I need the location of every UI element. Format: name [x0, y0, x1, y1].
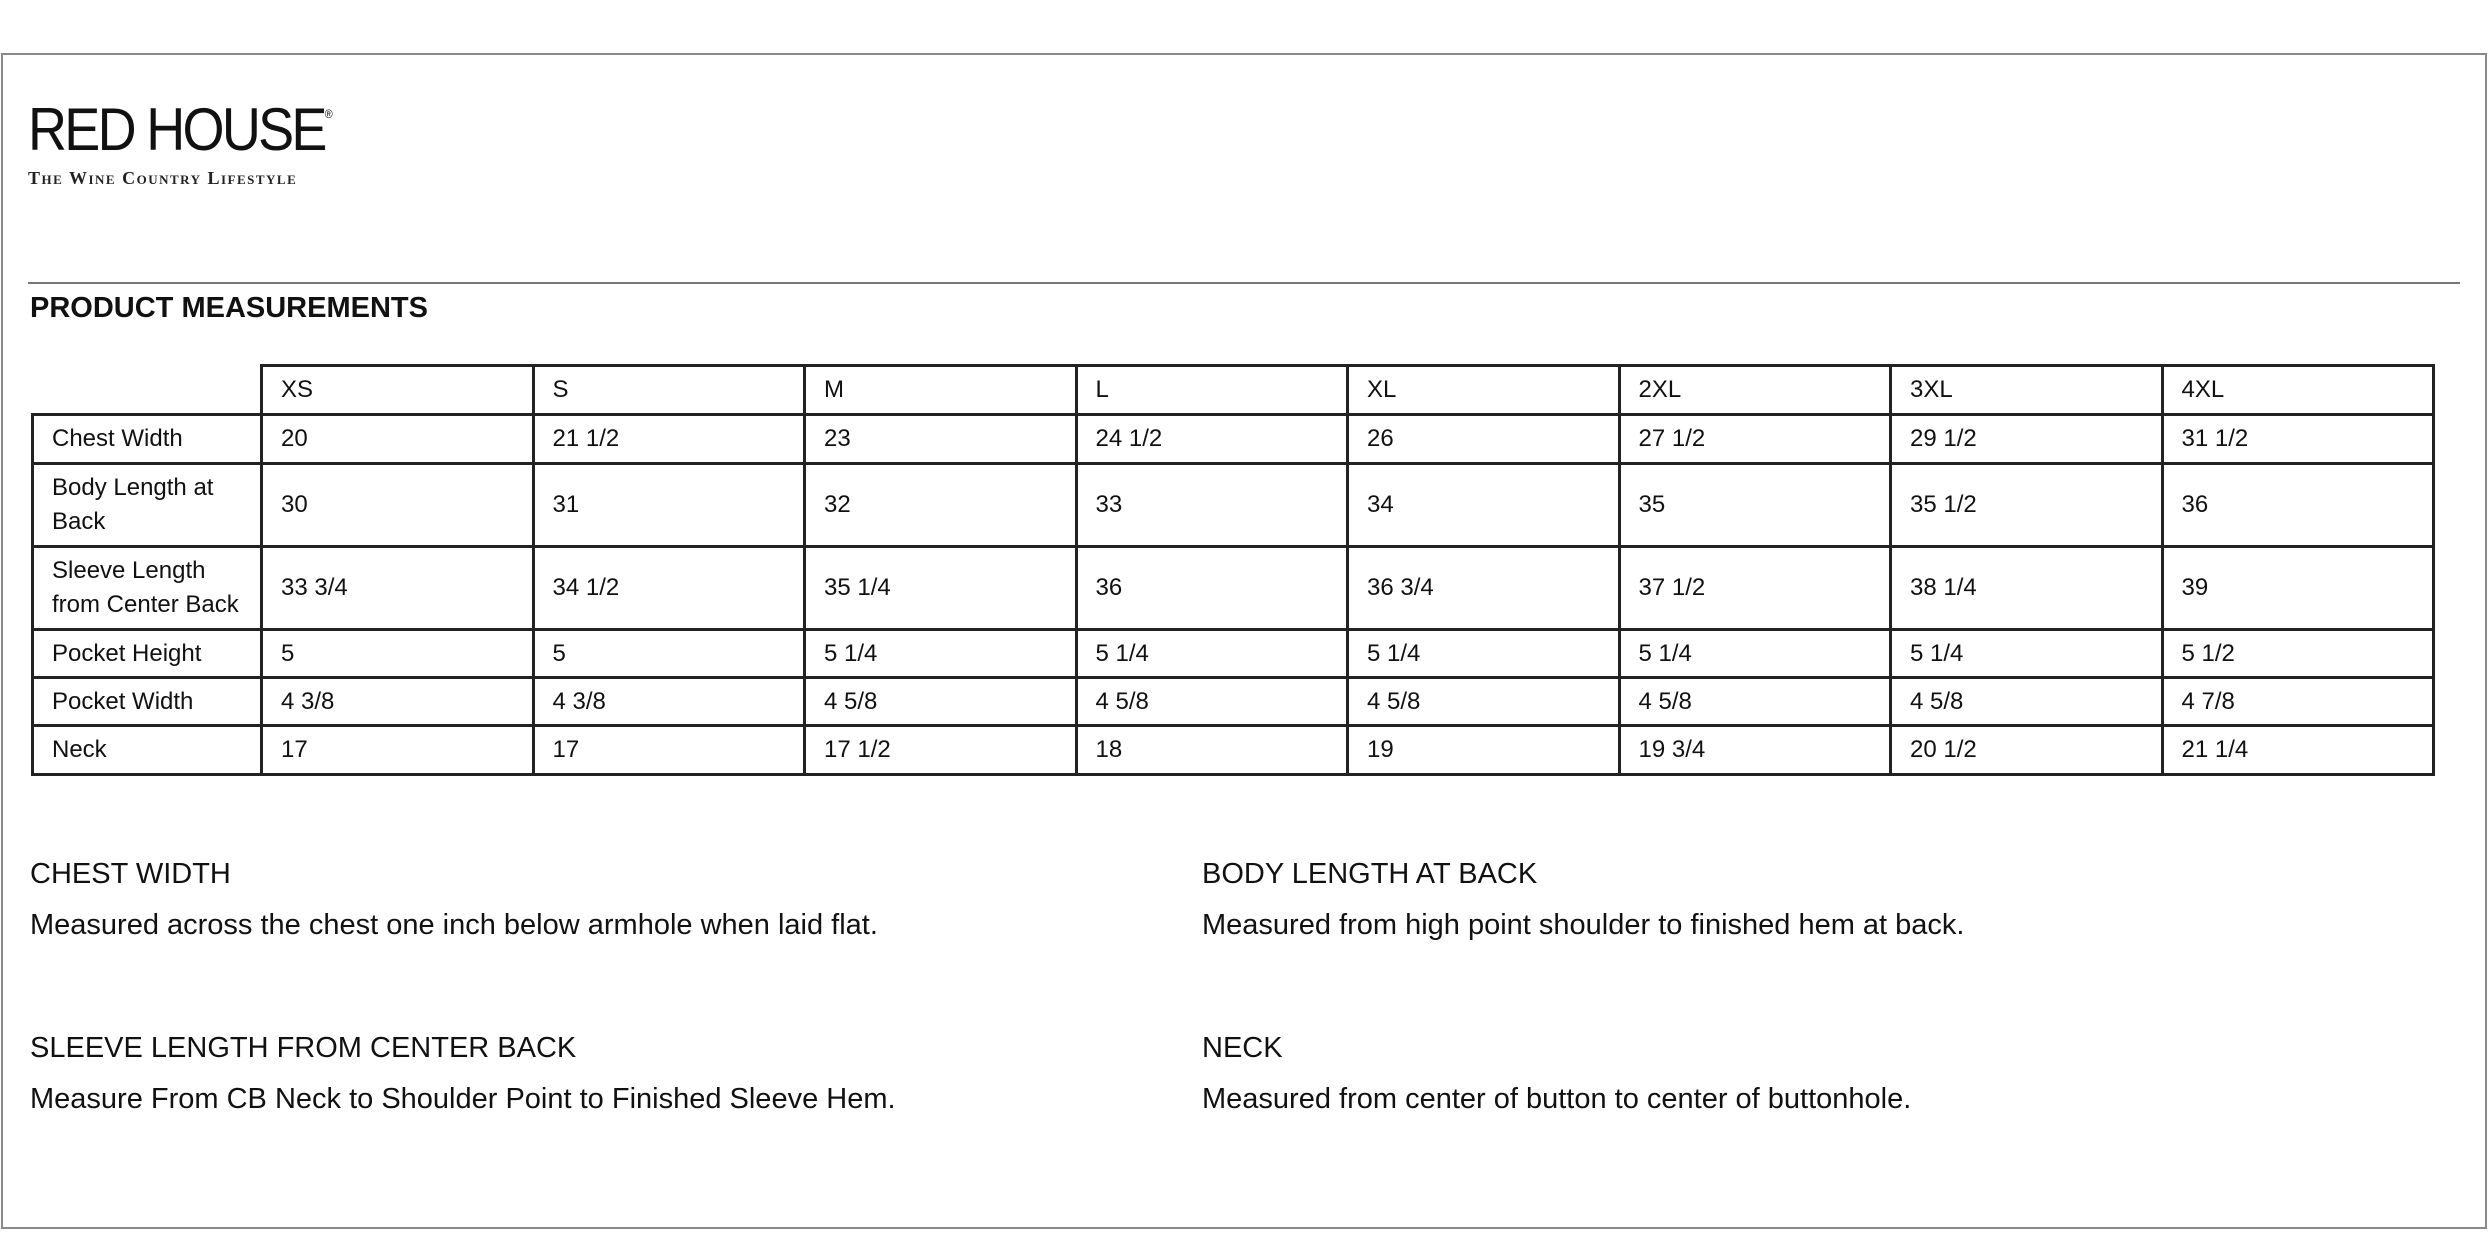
- measurement-cell: 20 1/2: [1891, 726, 2163, 775]
- note-title: SLEEVE LENGTH FROM CENTER BACK: [30, 1032, 577, 1064]
- row-label: Neck: [33, 726, 262, 775]
- measurements-table: [31, 364, 2435, 776]
- measurement-cell: 35 1/4: [805, 547, 1077, 630]
- measurement-cell: 4 7/8: [2162, 678, 2434, 726]
- table-row: [33, 464, 2434, 547]
- table-row: [33, 678, 2434, 726]
- measurement-cell: 4 3/8: [533, 678, 805, 726]
- table-row: [33, 415, 2434, 464]
- row-label: Chest Width: [33, 415, 262, 464]
- size-header: XL: [1348, 366, 1620, 415]
- measurement-cell: 4 5/8: [1076, 678, 1348, 726]
- measurement-cell: 5 1/4: [805, 630, 1077, 678]
- measurement-cell: 38 1/4: [1891, 547, 2163, 630]
- note-sleeve-length: [30, 1032, 1130, 1116]
- measurement-cell: 35 1/2: [1891, 464, 2163, 547]
- size-header-row: [33, 366, 2434, 415]
- note-title: NECK: [1202, 1032, 1283, 1064]
- measurement-cell: 32: [805, 464, 1077, 547]
- measurement-cell: 4 5/8: [1348, 678, 1620, 726]
- note-body-length: [1202, 858, 2302, 942]
- header-divider: [28, 282, 2460, 284]
- measurement-cell: 23: [805, 415, 1077, 464]
- brand-tagline: The Wine Country Lifestyle: [28, 168, 298, 188]
- brand-logo: [28, 96, 364, 189]
- size-header: L: [1076, 366, 1348, 415]
- measurement-cell: 19 3/4: [1619, 726, 1891, 775]
- corner-cell: [33, 366, 262, 415]
- measurement-cell: 35: [1619, 464, 1891, 547]
- measurement-cell: 17 1/2: [805, 726, 1077, 775]
- measurement-cell: 26: [1348, 415, 1620, 464]
- note-title: CHEST WIDTH: [30, 858, 231, 890]
- measurement-cell: 21 1/4: [2162, 726, 2434, 775]
- brand-name: RED HOUSE®: [28, 96, 331, 163]
- note-chest-width: [30, 858, 1130, 942]
- measurement-cell: 5: [262, 630, 534, 678]
- measurement-cell: 29 1/2: [1891, 415, 2163, 464]
- measurement-cell: 24 1/2: [1076, 415, 1348, 464]
- measurement-cell: 30: [262, 464, 534, 547]
- note-title: BODY LENGTH AT BACK: [1202, 858, 1538, 890]
- note-description: Measure From CB Neck to Shoulder Point to Finished Sleeve Hem.: [30, 1083, 896, 1115]
- measurement-cell: 5 1/4: [1348, 630, 1620, 678]
- measurement-cell: 31 1/2: [2162, 415, 2434, 464]
- measurement-cell: 4 3/8: [262, 678, 534, 726]
- measurement-cell: 5 1/4: [1891, 630, 2163, 678]
- measurement-cell: 36: [2162, 464, 2434, 547]
- size-header: 3XL: [1891, 366, 2163, 415]
- row-label: Pocket Height: [33, 630, 262, 678]
- measurement-cell: 19: [1348, 726, 1620, 775]
- measurement-cell: 27 1/2: [1619, 415, 1891, 464]
- size-header: M: [805, 366, 1077, 415]
- measurement-cell: 34 1/2: [533, 547, 805, 630]
- table-row: [33, 630, 2434, 678]
- measurement-cell: 17: [262, 726, 534, 775]
- measurement-cell: 4 5/8: [1619, 678, 1891, 726]
- measurement-cell: 5 1/4: [1076, 630, 1348, 678]
- measurement-cell: 34: [1348, 464, 1620, 547]
- measurement-cell: 20: [262, 415, 534, 464]
- registered-mark: ®: [324, 107, 331, 121]
- row-label: Pocket Width: [33, 678, 262, 726]
- measurement-cell: 36 3/4: [1348, 547, 1620, 630]
- measurement-cell: 18: [1076, 726, 1348, 775]
- page-title: PRODUCT MEASUREMENTS: [30, 292, 428, 324]
- measurement-cell: 36: [1076, 547, 1348, 630]
- measurement-cell: 33: [1076, 464, 1348, 547]
- note-description: Measured across the chest one inch below armhole when laid flat.: [30, 909, 878, 941]
- measurement-cell: 33 3/4: [262, 547, 534, 630]
- note-description: Measured from center of button to center of buttonhole.: [1202, 1083, 1912, 1115]
- measurement-cell: 31: [533, 464, 805, 547]
- table-row: [33, 547, 2434, 630]
- size-header: XS: [262, 366, 534, 415]
- row-label: Body Length at Back: [33, 464, 262, 547]
- row-label: Sleeve Length from Center Back: [33, 547, 262, 630]
- measurement-cell: 4 5/8: [805, 678, 1077, 726]
- size-header: 2XL: [1619, 366, 1891, 415]
- size-header: 4XL: [2162, 366, 2434, 415]
- size-header: S: [533, 366, 805, 415]
- note-description: Measured from high point shoulder to finished hem at back.: [1202, 909, 1965, 941]
- note-neck: [1202, 1032, 2302, 1116]
- measurement-cell: 5 1/4: [1619, 630, 1891, 678]
- table-row: [33, 726, 2434, 775]
- measurement-cell: 37 1/2: [1619, 547, 1891, 630]
- measurement-cell: 17: [533, 726, 805, 775]
- measurement-cell: 5 1/2: [2162, 630, 2434, 678]
- measurement-cell: 4 5/8: [1891, 678, 2163, 726]
- measurement-cell: 39: [2162, 547, 2434, 630]
- measurement-cell: 5: [533, 630, 805, 678]
- measurement-cell: 21 1/2: [533, 415, 805, 464]
